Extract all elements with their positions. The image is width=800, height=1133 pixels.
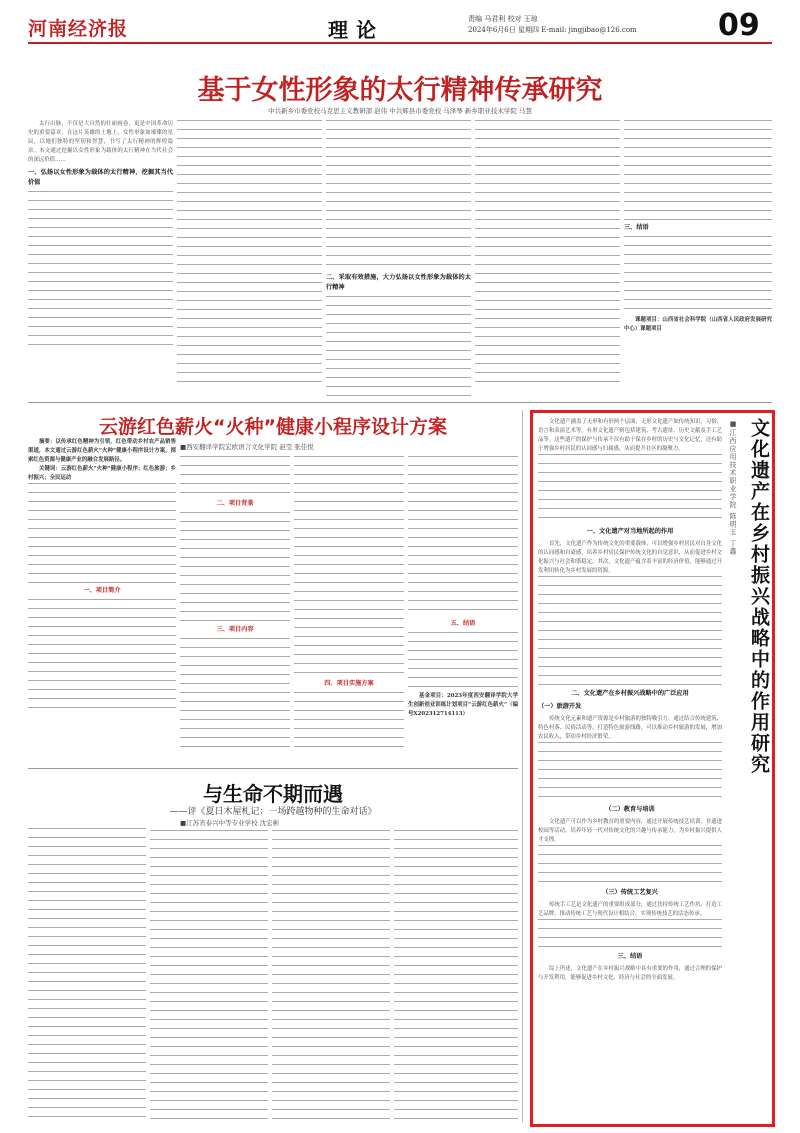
featured-heading-2: 二、文化遗产在乡村振兴战略中的广泛应用: [571, 690, 689, 697]
masthead: [28, 10, 772, 44]
featured-intro: 文化遗产涵盖了无形和有形两个层面，无形文化遗产如传统知识、习俗、语言和表演艺术等，有形文化遗产则包括建筑、考古遗址、历史文献及手工艺品等。这些遗产的保护与传承不仅有助于保存乡村的历史与文化记忆，还有助于增强乡村居民的认同感与归属感，从而提升社区的凝聚力。: [538, 419, 722, 452]
text-block: [180, 512, 290, 622]
text-block: [294, 692, 404, 752]
text-block: [624, 120, 772, 220]
article2-col-2: [180, 456, 290, 762]
text-block: [28, 599, 176, 709]
article2-heading-4: 四、项目实施方案: [324, 680, 374, 687]
article2-abstract: 摘要：以传承红色精神为引领，红色带动乡村农产品销售渠道，本文通过云游红色薪火“火种”健康小程序设计方案，探索红色资源与健康产业的融合发展路径。: [28, 439, 176, 463]
issue-meta: [468, 14, 708, 36]
article3-col-1: [28, 828, 146, 1122]
article1-col-5: [624, 120, 772, 398]
article1-col-1: [28, 120, 173, 398]
date-line: 2024年6月6日 星期四 E-mail: jingjibao@126.com: [468, 26, 637, 34]
article3-byline: ■江苏省泰兴中等专业学校 沈宏彬: [180, 819, 280, 827]
editor-line: 责编 马君利 校对 王琼: [468, 15, 538, 23]
article3-col-4: [394, 830, 518, 1122]
text-block: [538, 742, 722, 802]
featured-heading-1: 一、文化遗产对当地所起的作用: [586, 528, 674, 535]
text-block: [394, 830, 518, 1120]
article1-intro: 太行山脉，不仅是大自然的壮丽画卷，更是中国革命历史的重要篇章。在这片英雄的土地上，女性形象如璀璨的星辰，以她们独特的坚韧和智慧，书写了太行精神的辉煌篇章。本文通过挖掘以女性形象为载体的太行精神在当代社会的深远价值……: [28, 121, 173, 163]
article2-title: 云游红色薪火“火种”健康小程序设计方案: [99, 416, 447, 438]
article1-heading-3: 三、结语: [624, 224, 649, 231]
article1-fund: 课题项目：山西省社会科学院（山西省人民政府发展研究中心）课题项目: [624, 317, 772, 332]
text-block: [180, 456, 290, 496]
article1-title: 基于女性形象的太行精神传承研究: [197, 75, 603, 106]
text-block: [326, 120, 471, 270]
article1-heading-1: 一、弘扬以女性形象为载体的太行精神，挖掘其当代价值: [28, 169, 173, 186]
featured-para-5: 综上所述，文化遗产在乡村振兴战略中具有重要的作用，通过合理的保护与开发利用，能够促进乡村文化、经济与社会的全面发展。: [538, 966, 722, 981]
text-block: [28, 483, 176, 583]
divider: [522, 410, 523, 1122]
featured-heading-3: 三、结语: [617, 953, 643, 960]
article2-heading-3: 三、项目内容: [216, 626, 254, 633]
article2-heading-1: 一、项目简介: [83, 587, 121, 594]
article2-byline: ■西安翻译学院宏欧语言文化学院 赵莹 张佳悦: [180, 443, 314, 451]
divider: [28, 402, 772, 403]
text-block: [538, 919, 722, 949]
text-block: [272, 830, 390, 1120]
text-block: [475, 120, 620, 390]
newspaper-name: 河南经济报: [28, 18, 129, 40]
text-block: [326, 296, 471, 396]
text-block: [624, 236, 772, 316]
article3-col-2: [150, 830, 268, 1122]
text-block: [177, 120, 322, 390]
text-block: [180, 638, 290, 748]
featured-sub-3: （三）传统工艺复兴: [602, 889, 658, 896]
featured-sub-2: （二）教育与培训: [605, 806, 655, 813]
article3-col-3: [272, 830, 390, 1122]
text-block: [408, 632, 518, 692]
article3-title: 与生命不期而遇: [203, 782, 343, 806]
featured-sub-1: （一）旅游开发: [538, 703, 582, 710]
text-block: [28, 828, 146, 1118]
article1-col-3: [326, 120, 471, 398]
article1-byline: 中共新乡市委党校马克思主义教研部 赵伟 中共辉县市委党校 马泽琴 新乡职业技术学院 马慧: [268, 107, 532, 115]
article2-keywords: 关键词：云游红色薪火“火种”健康小程序；红色旅游；乡村振兴；全民运动: [28, 466, 176, 481]
divider: [28, 768, 518, 769]
article2-col-1: [28, 438, 176, 762]
article2-fund: 基金项目：2023年度西安翻译学院大学生创新创业训练计划项目“云游红色薪火”（编号X202312714113）: [408, 693, 518, 717]
page-number: 09: [718, 8, 760, 43]
text-block: [150, 830, 268, 1120]
featured-byline: ■江西应用技术职业学院 陈明玉 丁鑫: [729, 420, 737, 556]
article1-heading-2: 二、采取有效措施，大力弘扬以女性形象为载体的太行精神: [326, 274, 471, 291]
article1-col-2: [177, 120, 322, 398]
text-block: [538, 845, 722, 885]
text-block: [408, 456, 518, 616]
featured-title: 文化遗产在乡村振兴战略中的作用研究: [748, 418, 770, 775]
text-block: [294, 456, 404, 676]
text-block: [538, 454, 722, 524]
article2-heading-5: 五、结语: [450, 620, 476, 627]
featured-para-4: 传统手工艺是文化遗产的重要组成部分，通过扶持传统工艺作坊、打造工艺品牌，推动传统工艺与现代设计相结合，实现传统技艺的活态传承。: [538, 902, 722, 917]
text-block: [28, 191, 173, 351]
article2-col-4: [408, 456, 518, 762]
featured-article-body: [538, 418, 722, 1118]
text-block: [538, 576, 722, 686]
article3-subtitle: ——评《夏日木屋札记：一场跨越物种的生命对话》: [169, 807, 377, 817]
section-title: 理论: [328, 18, 384, 42]
featured-para-1: 首先，文化遗产作为传统文化的重要载体，可以增强乡村居民对自身文化的认同感和自豪感，培养乡村居民保护传统文化的自觉意识，从而促进乡村文化振兴与社会和谐稳定。其次，文化遗产蕴含着丰富的经济价值，能够通过开发利用转化为乡村发展的资源。: [538, 541, 722, 574]
article1-col-4: [475, 120, 620, 398]
article2-heading-2: 二、项目背景: [216, 500, 254, 507]
featured-para-3: 文化遗产可以作为乡村教育的重要内容，通过开展传统技艺培训、非遗进校园等活动，培养年轻一代对传统文化的兴趣与传承能力，为乡村振兴提供人才支撑。: [538, 819, 722, 843]
article2-col-3: [294, 456, 404, 762]
featured-para-2: 传统文化元素和遗产资源是乡村旅游的独特吸引力。通过结合传统建筑、特色村落、民俗活动等，打造特色旅游线路，可以推动乡村旅游的发展，增加农民收入，带动乡村经济繁荣。: [538, 716, 722, 740]
